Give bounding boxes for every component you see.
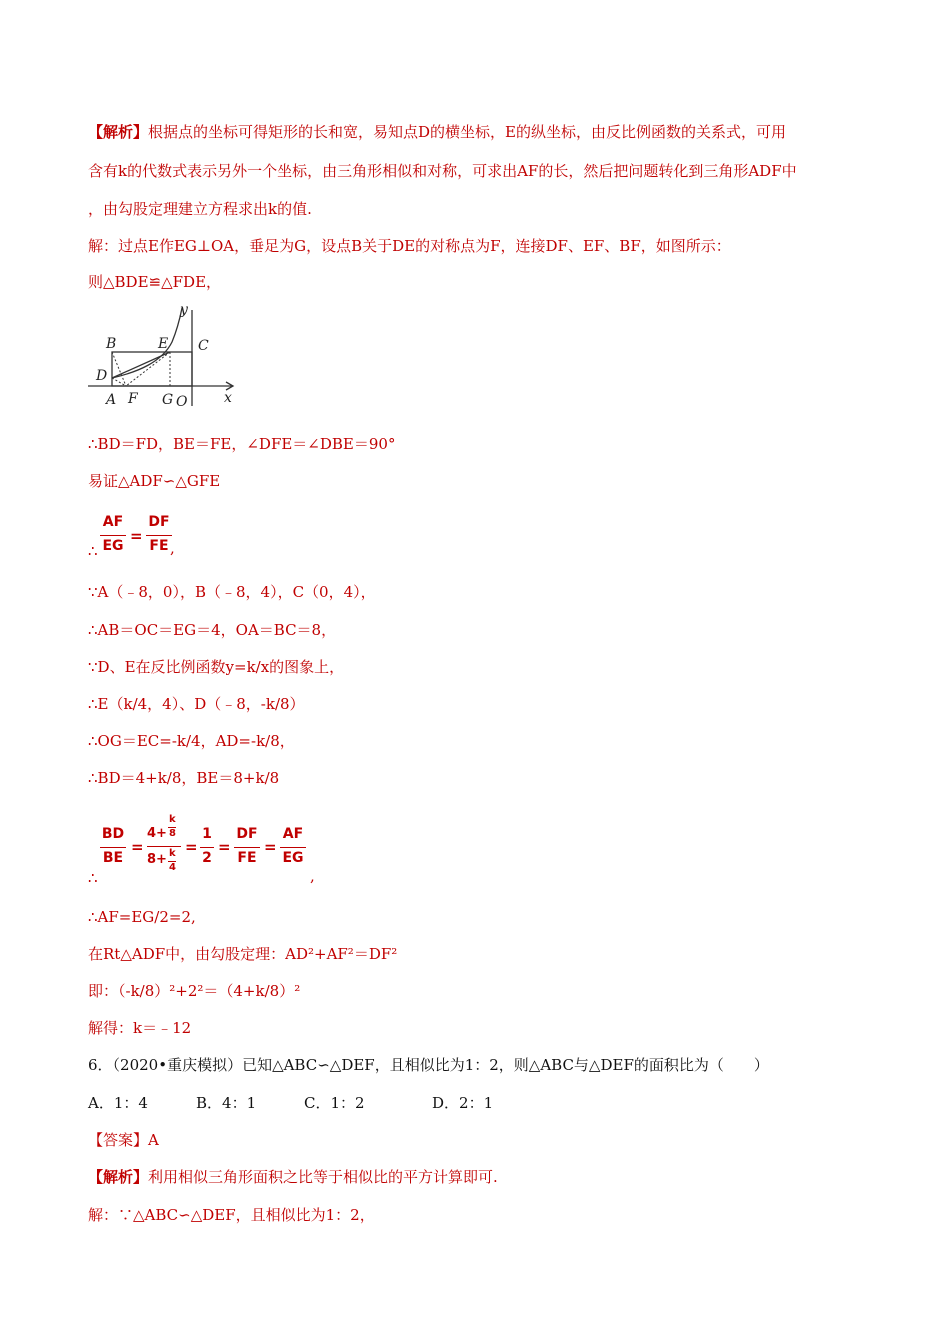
label-b: B xyxy=(106,336,117,352)
analysis-bracket: 【解析】 xyxy=(88,123,149,141)
analysis-line-3: ，由勾股定理建立方程求出k的值. xyxy=(88,200,312,218)
option-b: B．4：1 xyxy=(196,1094,257,1112)
denominator-8-plus: 8+ xyxy=(147,852,167,867)
fraction-compound xyxy=(147,812,181,878)
answer-label: 【答案】A xyxy=(88,1131,159,1149)
solution-line-16: 解得：k＝﹣12 xyxy=(88,1019,192,1037)
fraction-numerator: BD xyxy=(101,826,125,842)
trailing-comma-1: , xyxy=(170,539,175,557)
equals-sign: = xyxy=(130,527,143,545)
therefore-symbol-2: ∴ xyxy=(88,869,98,887)
fraction-denominator: FE xyxy=(149,538,169,554)
solution-line-13: ∴AF=EG/2=2, xyxy=(88,908,196,926)
fraction-one-half xyxy=(200,826,214,870)
analysis-line-1 xyxy=(88,122,786,142)
label-a: A xyxy=(106,392,117,408)
trailing-comma-2: , xyxy=(310,867,315,885)
equals-sign: = xyxy=(218,838,231,856)
fraction-denominator: BE xyxy=(102,850,124,866)
solution-line-11: ∴BD＝4+k/8，BE＝8+k/8 xyxy=(88,769,280,787)
solution-line-15: 即：（-k/8）²+2²＝（4+k/8）² xyxy=(88,982,301,1000)
denominator-k: k xyxy=(169,848,176,859)
denominator-4: 4 xyxy=(169,862,176,873)
analysis-6-text: 利用相似三角形面积之比等于相似比的平方计算即可. xyxy=(148,1168,498,1186)
hyperbola-curve xyxy=(112,308,182,378)
segment-bf xyxy=(112,352,126,386)
fraction-numerator: DF xyxy=(236,826,258,842)
fraction-bar xyxy=(234,847,260,848)
fraction-df-fe xyxy=(234,826,260,870)
fraction-denominator: EG xyxy=(102,538,124,554)
analysis-text-1: 根据点的坐标可得矩形的长和宽，易知点D的横坐标，E的纵坐标，由反比例函数的关系式，可用 xyxy=(148,123,786,141)
solution-line-9: ∴E（k/4，4）、D（﹣8，-k/8） xyxy=(88,695,305,713)
label-f: F xyxy=(128,391,138,407)
equals-sign: = xyxy=(131,838,144,856)
option-c: C．1：2 xyxy=(304,1094,365,1112)
question-6-options xyxy=(88,1093,493,1113)
rectangle-abco xyxy=(112,352,192,386)
therefore-symbol-1: ∴ xyxy=(88,542,98,560)
fraction-denominator: EG xyxy=(282,850,304,866)
label-y: y xyxy=(180,302,188,318)
option-a: A．1：4 xyxy=(88,1094,148,1112)
fraction-numerator: AF xyxy=(102,514,124,530)
analysis-line-2: 含有k的代数式表示另外一个坐标，由三角形相似和对称，可求出AF的长，然后把问题转化到三角形ADF中 xyxy=(88,162,797,180)
label-e: E xyxy=(158,336,169,352)
solution-line-4: 易证△ADF∽△GFE xyxy=(88,472,221,490)
fraction-numerator: AF xyxy=(282,826,304,842)
label-o: O xyxy=(176,394,188,410)
geometry-figure xyxy=(88,300,248,412)
fraction-bar xyxy=(200,847,214,848)
numerator-8: 8 xyxy=(169,828,176,839)
solution-line-1: 解：过点E作EG⊥OA，垂足为G，设点B关于DE的对称点为F，连接DF、EF、BF，如图所示： xyxy=(88,237,731,255)
analysis-6-bracket: 【解析】 xyxy=(88,1168,149,1186)
fraction-bar xyxy=(147,846,181,847)
solution-line-6: ∵A（﹣8，0），B（﹣8，4），C（0，4）， xyxy=(88,583,376,601)
solution-6-start: 解：∵△ABC∽△DEF，且相似比为1：2， xyxy=(88,1206,375,1224)
solution-line-14: 在Rt△ADF中，由勾股定理：AD²+AF²＝DF² xyxy=(88,945,398,963)
numerator-4-plus: 4+ xyxy=(147,826,167,841)
analysis-6 xyxy=(88,1167,498,1187)
fraction-numerator: 1 xyxy=(202,826,212,842)
solution-line-3: ∴BD＝FD，BE＝FE，∠DFE＝∠DBE＝90° xyxy=(88,435,396,453)
label-c: C xyxy=(198,338,209,354)
option-d: D．2：1 xyxy=(432,1094,494,1112)
fraction-af-eg xyxy=(280,826,306,870)
fraction-bar xyxy=(146,535,172,536)
fraction-bar xyxy=(100,847,126,848)
label-d: D xyxy=(96,368,108,384)
fraction-denominator: 2 xyxy=(202,850,212,866)
fraction-bar xyxy=(280,847,306,848)
solution-line-7: ∴AB＝OC＝EG＝4，OA＝BC＝8， xyxy=(88,621,337,639)
fraction-denominator: FE xyxy=(237,850,257,866)
label-g: G xyxy=(162,392,174,408)
fraction-numerator: DF xyxy=(148,514,170,530)
fraction-af-eg xyxy=(100,514,126,558)
solution-line-8: ∵D、E在反比例函数y=k/x的图象上， xyxy=(88,658,345,676)
fraction-bd-be xyxy=(100,826,126,870)
equals-sign: = xyxy=(264,838,277,856)
fraction-bar xyxy=(100,535,126,536)
solution-line-2: 则△BDE≌△FDE， xyxy=(88,273,222,291)
numerator-k: k xyxy=(169,814,176,825)
label-x: x xyxy=(224,390,232,406)
equals-sign: = xyxy=(185,838,198,856)
solution-line-10: ∴OG＝EC=-k/4，AD=-k/8， xyxy=(88,732,295,750)
fraction-df-fe xyxy=(146,514,172,558)
question-6-stem: 6．（2020•重庆模拟）已知△ABC∽△DEF，且相似比为1：2，则△ABC与△DEF的面积比为（ ） xyxy=(88,1056,769,1074)
